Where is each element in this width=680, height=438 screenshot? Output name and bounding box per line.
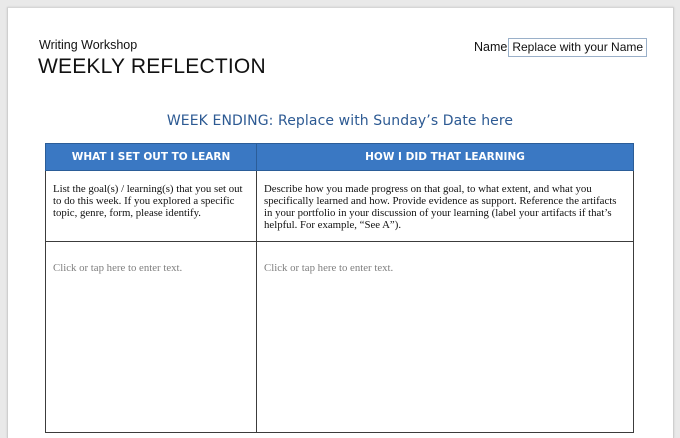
document-subtitle: Writing Workshop <box>39 38 138 52</box>
week-ending-heading[interactable]: WEEK ENDING: Replace with Sunday’s Date here <box>166 113 514 129</box>
goals-text-placeholder[interactable]: Click or tap here to enter text. <box>53 262 183 274</box>
name-row <box>474 37 647 57</box>
progress-text-placeholder[interactable]: Click or tap here to enter text. <box>264 262 394 274</box>
instructions-row <box>46 171 634 242</box>
document-title: WEEKLY REFLECTION <box>38 55 266 78</box>
instructions-cell-goals <box>46 171 257 242</box>
column-header-how-i-did: HOW I DID THAT LEARNING <box>257 144 634 171</box>
entry-cell-progress[interactable] <box>257 242 634 433</box>
entry-row <box>46 242 634 433</box>
name-input-field[interactable]: Replace with your Name <box>508 38 647 57</box>
instructions-cell-progress <box>257 171 634 242</box>
reflection-table <box>45 143 634 433</box>
name-label: Name <box>474 40 508 54</box>
entry-cell-goals[interactable] <box>46 242 257 433</box>
instructions-progress-text: Describe how you made progress on that goal, to what extent, and what you specifically learned and how. Provide evidence as support. Reference the artifacts in your portfolio in your discussion of your learning (label your artifacts if that’s helpful. For example, “See A”). <box>264 183 617 231</box>
column-header-what-i-set-out: WHAT I SET OUT TO LEARN <box>46 144 257 171</box>
table-header-row <box>46 144 634 171</box>
instructions-goals-text: List the goal(s) / learning(s) that you set out to do this week. If you explored a specific topic, genre, form, please identify. <box>53 183 243 219</box>
